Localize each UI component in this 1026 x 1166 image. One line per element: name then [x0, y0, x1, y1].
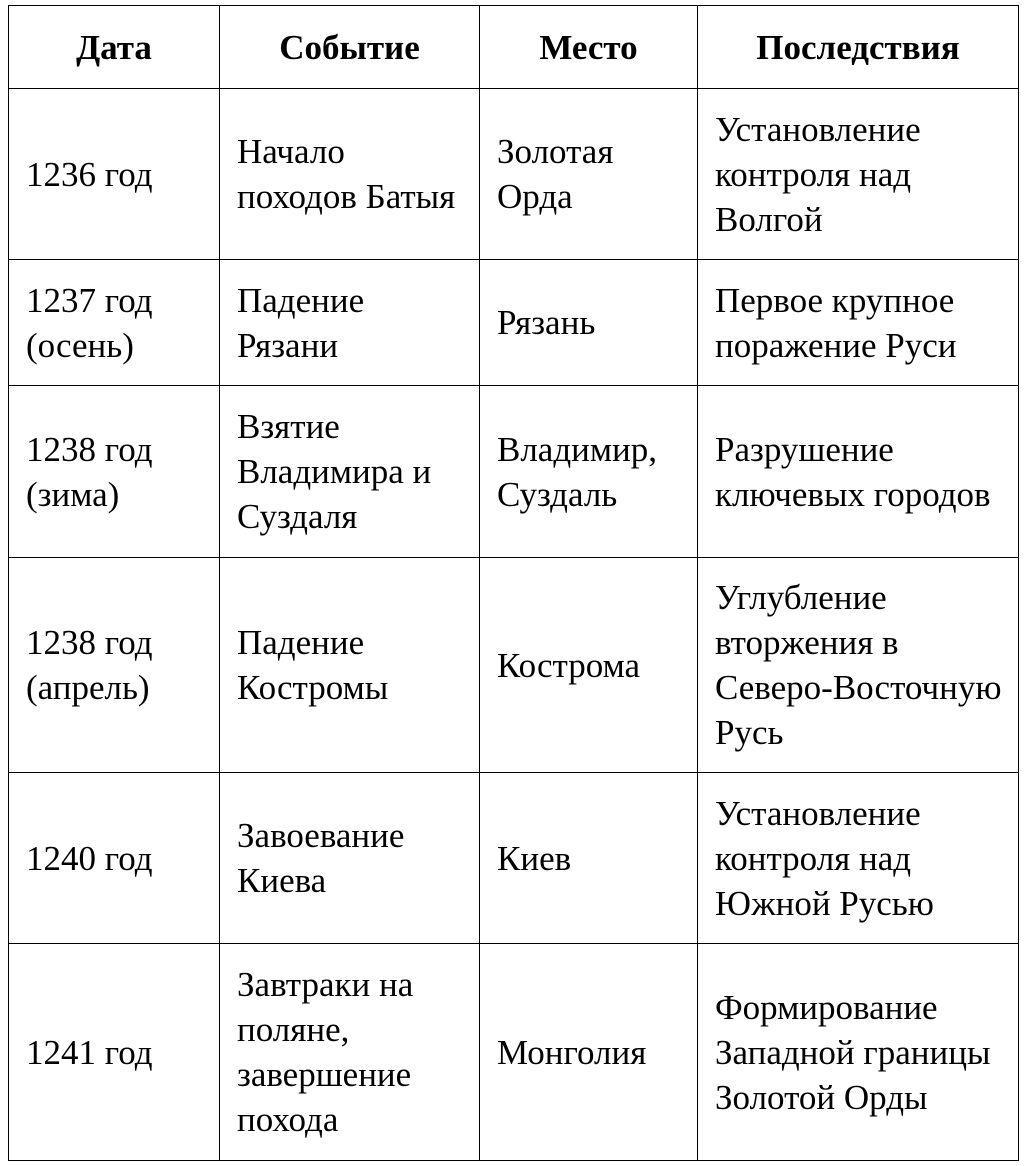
cell-event: Завтраки на поляне, завершение похода	[220, 944, 480, 1161]
events-table	[8, 5, 1019, 1161]
cell-place: Кострома	[480, 558, 698, 773]
cell-event: Начало походов Батыя	[220, 89, 480, 260]
cell-place: Киев	[480, 773, 698, 944]
cell-event: Падение Рязани	[220, 260, 480, 386]
table-row	[9, 773, 1019, 944]
cell-place: Рязань	[480, 260, 698, 386]
table-row	[9, 89, 1019, 260]
cell-result: Формирование Западной границы Золотой Орды	[698, 944, 1019, 1161]
header-result: Последствия	[698, 6, 1019, 89]
cell-place: Золотая Орда	[480, 89, 698, 260]
header-date: Дата	[9, 6, 220, 89]
cell-date: 1236 год	[9, 89, 220, 260]
cell-event: Взятие Владимира и Суздаля	[220, 386, 480, 558]
cell-result: Первое крупное поражение Руси	[698, 260, 1019, 386]
table-row	[9, 386, 1019, 558]
cell-place: Монголия	[480, 944, 698, 1161]
cell-result: Установление контроля над Волгой	[698, 89, 1019, 260]
cell-date: 1238 год (зима)	[9, 386, 220, 558]
header-row	[9, 6, 1019, 89]
cell-event: Падение Костромы	[220, 558, 480, 773]
header-place: Место	[480, 6, 698, 89]
cell-event: Завоевание Киева	[220, 773, 480, 944]
table-row	[9, 260, 1019, 386]
cell-date: 1241 год	[9, 944, 220, 1161]
table-row	[9, 558, 1019, 773]
cell-result: Углубление вторжения в Северо-Восточную Русь	[698, 558, 1019, 773]
header-event: Событие	[220, 6, 480, 89]
table-row	[9, 944, 1019, 1161]
cell-result: Установление контроля над Южной Русью	[698, 773, 1019, 944]
cell-place: Владимир, Суздаль	[480, 386, 698, 558]
cell-date: 1237 год (осень)	[9, 260, 220, 386]
cell-date: 1240 год	[9, 773, 220, 944]
cell-result: Разрушение ключевых городов	[698, 386, 1019, 558]
cell-date: 1238 год (апрель)	[9, 558, 220, 773]
